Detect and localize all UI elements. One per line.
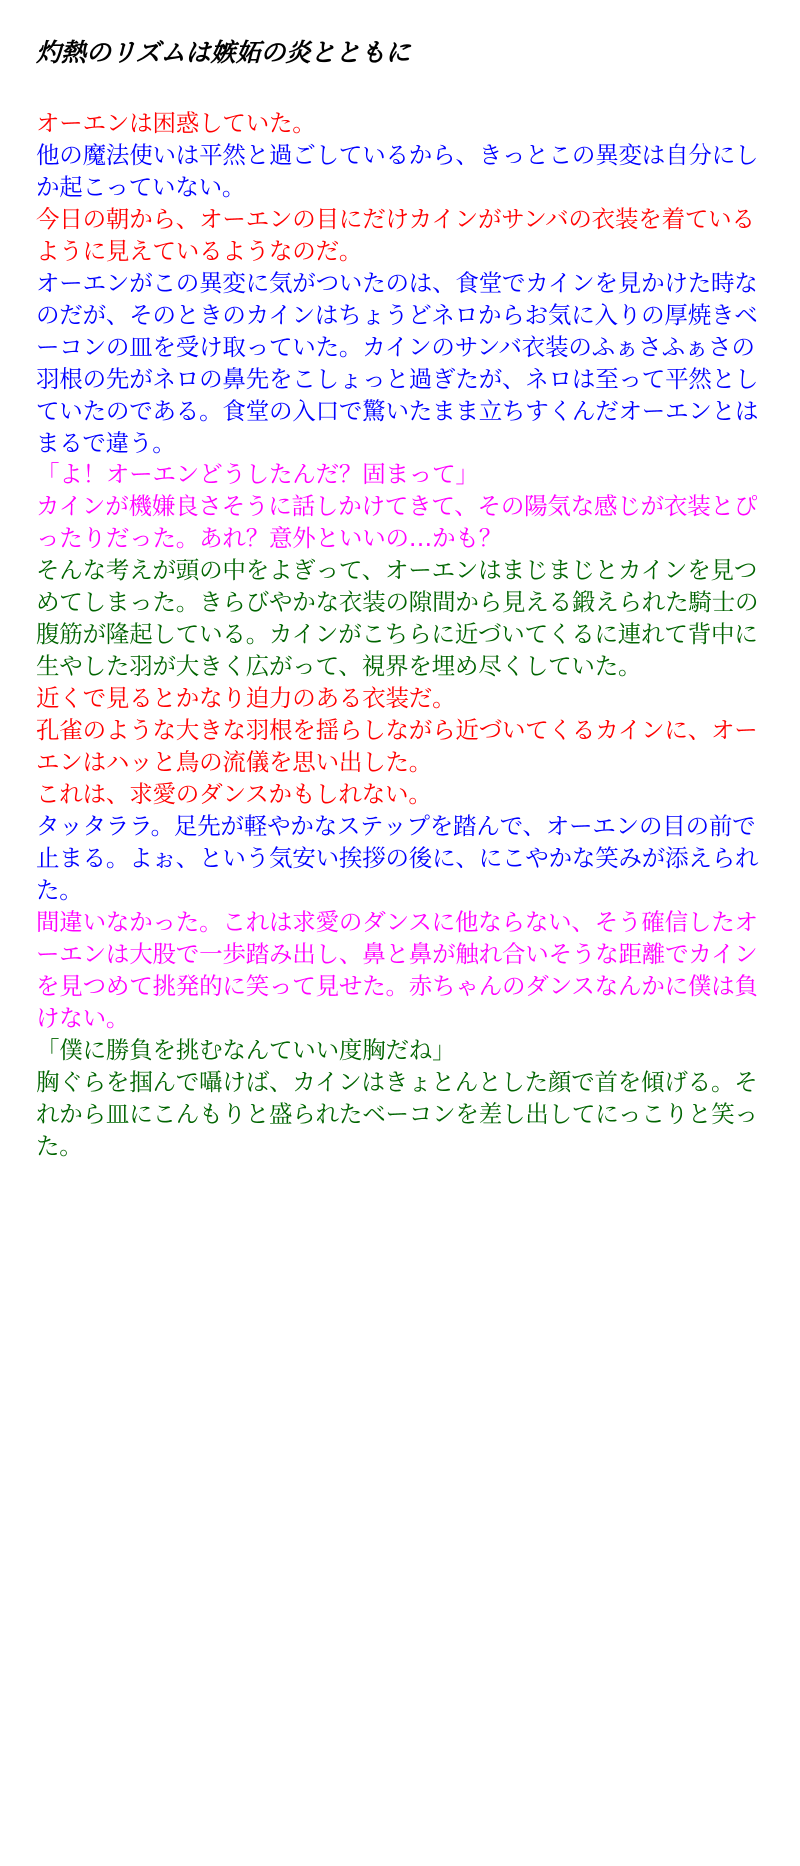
paragraph: 孔雀のような大きな羽根を揺らしながら近づいてくるカインに、オーエンはハッと鳥の流儀を思い出した。 <box>36 716 758 777</box>
paragraph: 「よ！オーエンどうしたんだ？固まって」 <box>36 460 479 489</box>
paragraph: タッタララ。足先が軽やかなステップを踏んで、オーエンの目の前で止まる。よぉ、という気安い挨拶の後に、にこやかな笑みが添えられた。 <box>36 811 759 904</box>
paragraph: カインが機嫌良さそうに話しかけてきて、その陽気な感じが衣装とぴったりだった。あれ？意外といいの…かも？ <box>36 492 758 553</box>
paragraph: 他の魔法使いは平然と過ごしているから、きっとこの異変は自分にしか起こっていない。 <box>36 140 759 201</box>
paragraph: 今日の朝から、オーエンの目にだけカインがサンバの衣装を着ているように見えているようなのだ。 <box>36 204 755 265</box>
paragraph: 胸ぐらを掴んで囁けば、カインはきょとんとした顔で首を傾げる。それから皿にこんもりと盛られたベーコンを差し出してにっこりと笑った。 <box>36 1067 758 1160</box>
paragraph: オーエンは困惑していた。 <box>36 109 316 137</box>
paragraph: 近くで見るとかなり迫力のある衣装だ。 <box>36 684 456 713</box>
paragraph: 「僕に勝負を挑むなんていい度胸だね」 <box>36 1035 456 1064</box>
story-body <box>36 108 770 1162</box>
paragraph: オーエンがこの異変に気がついたのは、食堂でカインを見かけた時なのだが、そのときのカインはちょうどネロからお気に入りの厚焼きベーコンの皿を受け取っていた。カインのサンバ衣装のふぁさふぁさの羽根の先がネロの鼻先をこしょっと過ぎたが、ネロは至って平然としていたのである。食堂の入口で驚いたまま立ちすくんだオーエンとはまるで違う。 <box>36 268 759 457</box>
paragraph: そんな考えが頭の中をよぎって、オーエンはまじまじとカインを見つめてしまった。きらびやかな衣装の隙間から見える鍛えられた騎士の腹筋が隆起している。カインがこちらに近づいてくるに連れて背中に生やした羽が大きく広がって、視界を埋め尽くしていた。 <box>36 556 759 681</box>
paragraph: これは、求愛のダンスかもしれない。 <box>36 780 432 809</box>
page-title: 灼熱のリズムは嫉妬の炎とともに <box>36 38 411 67</box>
paragraph: 間違いなかった。これは求愛のダンスに他ならない、そう確信したオーエンは大股で一歩踏み出し、鼻と鼻が触れ合いそうな距離でカインを見つめて挑発的に笑って見せた。赤ちゃんのダンスなんかに僕は負けない。 <box>36 907 758 1032</box>
